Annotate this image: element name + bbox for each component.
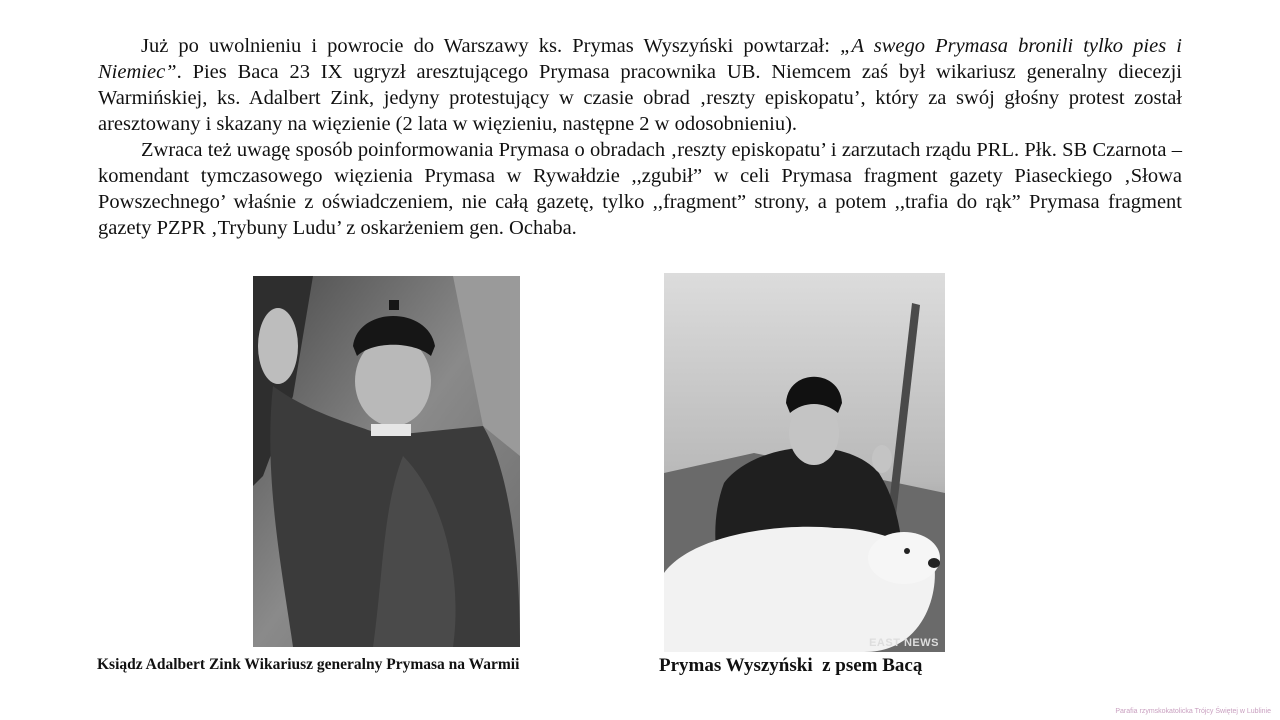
- footer-parish-note: Parafia rzymskokatolicka Trójcy Świętej w Lublinie: [1115, 708, 1271, 715]
- primate-quote: „A swego Prymasa bronili tylko pies i Niemiec”: [98, 35, 1182, 83]
- paragraph-1-intro: Już po uwolnieniu i powrocie do Warszawy ks. Prymas Wyszyński powtarzał:: [141, 35, 841, 57]
- article-text: [98, 33, 1182, 241]
- photo-primate-with-dog: [664, 273, 945, 652]
- caption-adalbert-zink: Ksiądz Adalbert Zink Wikariusz generalny Prymasa na Warmii: [97, 656, 520, 673]
- caption-primate-with-dog: Prymas Wyszyński z psem Bacą: [659, 655, 923, 676]
- paragraph-1: [98, 33, 1182, 137]
- paragraph-1-body: . Pies Baca 23 IX ugryzł aresztującego Prymasa pracownika UB. Niemcem zaś był wikariusz generalny diecezji Warmińskiej, ks. Adalbert Zink, jedyny protestujący w czasie obrad ‚reszty episkopatu’, który za swój głośny protest został aresztowany i skazany na więzienie (2 lata w więzieniu, następne 2 w odosobnieniu).: [98, 61, 1182, 135]
- photo-watermark: EAST NEWS: [869, 637, 939, 649]
- paragraph-2: Zwraca też uwagę sposób poinformowania Prymasa o obradach ‚reszty episkopatu’ i zarzutach rządu PRL. Płk. SB Czarnota – komendant tymczasowego więzienia Prymasa w Rywałdzie ,,zgubił” w celi Prymasa fragment gazety Piaseckiego ‚Słowa Powszechnego’ właśnie z oświadczeniem, nie całą gazetę, tylko ,,fragment” strony, a potem ,,trafia do rąk” Prymasa fragment gazety PZPR ‚Trybuny Ludu’ z oskarżeniem gen. Ochaba.: [98, 139, 1182, 239]
- photo-adalbert-zink: [253, 276, 520, 647]
